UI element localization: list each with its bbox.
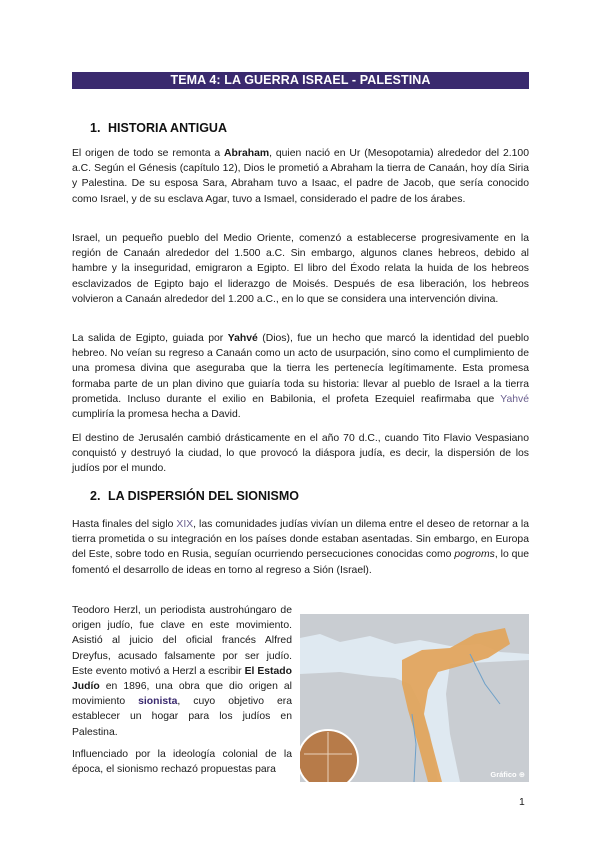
paragraph <box>72 146 529 207</box>
text-run: , las comunidades judías vivían un dilema entre el deseo de retornar a la tierra prometida o su integración en los países donde estaban asentadas. Sin embargo, en Europa del Este, sobre todo en Rusia, seguían ocurriendo persecuciones conocidas como <box>72 519 529 561</box>
text-run: a escribir <box>196 665 245 677</box>
text-run: Herzl <box>172 665 197 677</box>
paragraph <box>72 517 529 578</box>
text-run: en 1896, una obra que dio origen al movimiento <box>72 681 292 708</box>
text-run: La salida de Egipto, guiada por <box>72 333 228 344</box>
highlighted-term: sionista <box>138 696 178 708</box>
paragraph: Israel, un pequeño pueblo del Medio Oriente, comenzó a establecerse progresivamente en la región de Canaán alrededor del 1.500 a.C. Sin embargo, algunos clanes hebreos, debido al hambre y la inseguridad, emigraron a Egipto. El libro del Éxodo relata la huida de los hebreos esclavizados de Egipto bajo el liderazgo de Moisés. Después de esa liberación, los hebreos volvieron a Canaán alrededor del 1.200 a.C., en lo que se considera una intervención divina. <box>72 233 529 305</box>
bold-term: Yahvé <box>227 333 258 344</box>
section-number: 2. <box>90 489 101 503</box>
text-run: (Dios), fue un hecho que marcó la identidad del pueblo hebreo. No veían su regreso a Canaán como un acto de usurpación, sino como el cumplimiento de una promesa divina que aseguraba que la tierra les pertenecía legítimamente. Esta promesa formaba parte de un plan divino que guiaría toda su historia: llevar al pueblo de Israel a la tierra prometida. Incluso durante el exilio en Babilonia, el profeta Ezequiel reafirmaba que <box>72 333 530 405</box>
book-title: El Estado Judío <box>72 665 292 693</box>
paragraph <box>72 331 529 422</box>
map-credit: Gráfico ⊕ <box>490 770 525 779</box>
section-2-heading <box>90 489 299 503</box>
document-title: TEMA 4: LA GUERRA ISRAEL - PALESTINA <box>72 72 529 89</box>
text-run: , lo que fomentó el desarrollo de ideas en torno al regreso a Sión (Israel). <box>72 549 530 576</box>
text-run: cumpliría la promesa hecha a David. <box>72 409 241 421</box>
paragraph: El destino de Jerusalén cambió drásticamente en el año 70 d.C., cuando Tito Flavio Vespasiano conquistó y destruyó la ciudad, lo que provocó la diáspora judía, es decir, la dispersión de los judíos por el mundo. <box>72 433 529 475</box>
middle-east-map <box>300 614 529 782</box>
text-run: Teodoro Herzl <box>72 605 138 616</box>
text-run: , quien nació en Ur (Mesopotamia) alrededor del 2.100 a.C. Según el Génesis (capítulo 12), Dios le prometió a Abraham la tierra de Canaán, hoy día Siria y Palestina. De su esposa Sara, Abraham tuvo a Isaac, el padre de Jacob, que sería conocido como Israel, y de su esclava Agar, tuvo a Ismael, considerado el padre de los árabes. <box>72 148 529 205</box>
paragraph <box>72 603 292 740</box>
text-run: Hasta finales del siglo <box>72 519 177 530</box>
text-run: , cuyo objetivo era establecer un hogar para los judíos en Palestina. <box>72 696 293 738</box>
term: XIX <box>176 519 194 530</box>
italic-term: pogroms <box>454 549 495 561</box>
section-1-heading <box>90 121 227 135</box>
text-run: , acusado falsamente por ser judío. Este evento motivó a <box>72 650 292 677</box>
bold-term: Abraham <box>224 148 270 159</box>
text-run: , un periodista austrohúngaro de origen judío, fue clave en este movimiento. Asistió al juicio del oficial francés <box>72 605 292 647</box>
section-title: HISTORIA ANTIGUA <box>108 121 227 135</box>
map-graphic <box>300 614 529 782</box>
paragraph: Influenciado por la ideología colonial de la época, el sionismo rechazó propuestas para <box>72 749 292 776</box>
term: Yahvé <box>500 393 529 405</box>
section-number: 1. <box>90 121 101 135</box>
text-run: Alfred Dreyfus <box>72 635 292 662</box>
page-number: 1 <box>519 797 525 808</box>
text-run: El origen de todo se remonta a <box>72 148 225 159</box>
section-title: LA DISPERSIÓN DEL SIONISMO <box>108 489 299 503</box>
